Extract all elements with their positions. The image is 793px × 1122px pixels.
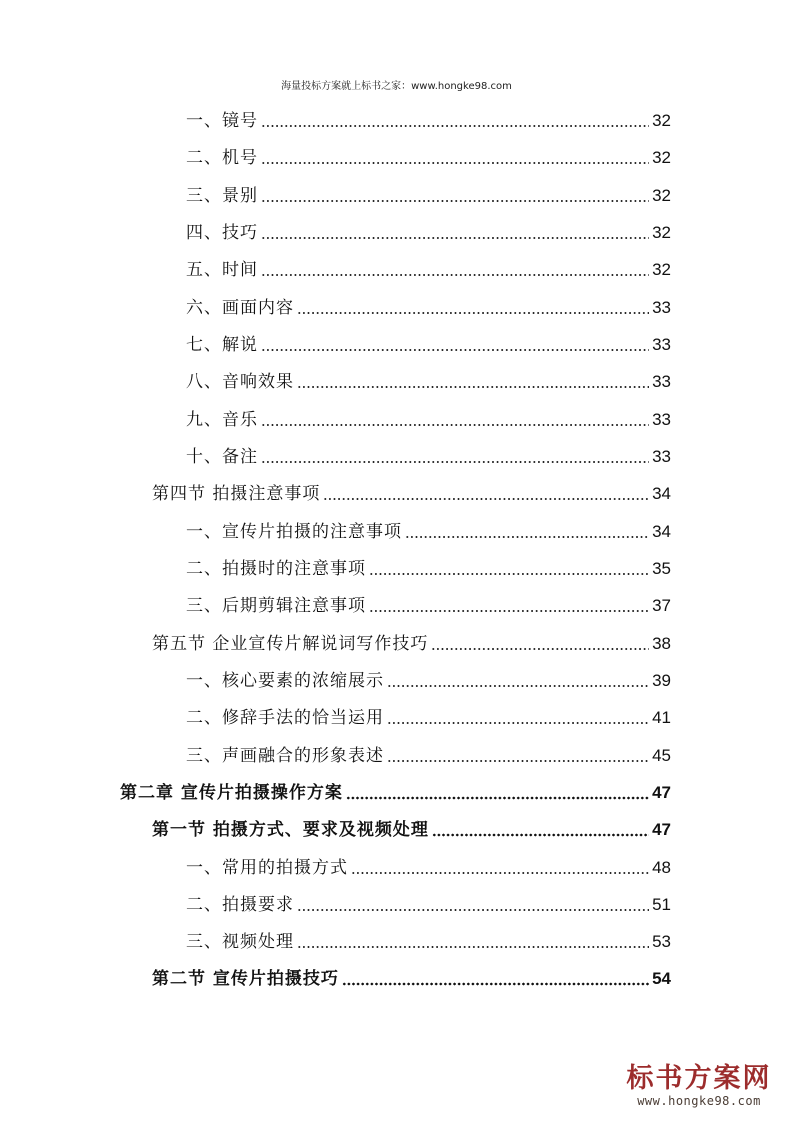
toc-entry-page: 54 [652, 969, 671, 988]
toc-entry-page: 32 [652, 111, 671, 130]
toc-entry-page: 34 [652, 522, 671, 541]
toc-entry-page: 33 [652, 298, 671, 317]
dot-leader [261, 199, 649, 203]
dot-leader [297, 945, 649, 949]
toc-entry-label: 二、拍摄时的注意事项 [186, 559, 366, 579]
dot-leader [261, 460, 649, 464]
dot-leader [387, 684, 649, 688]
toc-entry-label: 三、声画融合的形象表述 [186, 746, 384, 766]
toc-entry-page: 33 [652, 410, 671, 429]
dot-leader [297, 908, 649, 912]
toc-entry-section[interactable] [152, 963, 671, 989]
dot-leader [431, 647, 649, 651]
toc-entry-page: 45 [652, 746, 671, 765]
toc-entry-label: 五、时间 [186, 260, 258, 280]
toc-entry[interactable] [186, 702, 671, 728]
toc-entry-label: 一、镜号 [186, 111, 258, 131]
toc-entry-label: 六、画面内容 [186, 298, 294, 318]
dot-leader [261, 348, 649, 352]
toc-entry-label: 二、机号 [186, 148, 258, 168]
toc-entry[interactable] [186, 590, 671, 616]
watermark-logo [619, 1064, 779, 1108]
toc-entry-page: 33 [652, 335, 671, 354]
toc-entry-page: 38 [652, 634, 671, 653]
toc-entry[interactable] [186, 180, 671, 206]
toc-entry-label: 一、常用的拍摄方式 [186, 858, 348, 878]
dot-leader [405, 535, 649, 539]
dot-leader [369, 609, 649, 613]
page-header: 海量投标方案就上标书之家：www.hongke98.com [281, 81, 512, 92]
toc-entry-page: 51 [652, 895, 671, 914]
toc-entry-page: 37 [652, 596, 671, 615]
toc-entry-label: 第五节 企业宣传片解说词写作技巧 [152, 634, 429, 654]
toc-entry[interactable] [186, 553, 671, 579]
toc-entry-page: 39 [652, 671, 671, 690]
toc-entry[interactable] [186, 889, 671, 915]
toc-entry-page: 34 [652, 484, 671, 503]
toc-entry-page: 33 [652, 372, 671, 391]
watermark-url: www.hongke98.com [637, 1094, 761, 1108]
toc-entry[interactable] [186, 217, 671, 243]
dot-leader [323, 497, 649, 501]
toc-entry-page: 33 [652, 447, 671, 466]
dot-leader [387, 759, 649, 763]
toc-entry[interactable] [186, 665, 671, 691]
dot-leader [261, 423, 649, 427]
toc-entry-label: 八、音响效果 [186, 372, 294, 392]
toc-entry[interactable] [186, 254, 671, 280]
toc-entry-page: 47 [652, 783, 671, 802]
toc-entry-label: 第二章 宣传片拍摄操作方案 [120, 783, 343, 803]
dot-leader [261, 124, 649, 128]
dot-leader [261, 236, 649, 240]
toc-entry-label: 三、景别 [186, 186, 258, 206]
toc-entry[interactable] [186, 404, 671, 430]
toc-entry[interactable] [186, 852, 671, 878]
dot-leader [387, 721, 649, 725]
toc-entry-page: 32 [652, 186, 671, 205]
toc-entry-section[interactable] [152, 478, 671, 504]
toc-entry-label: 一、宣传片拍摄的注意事项 [186, 522, 402, 542]
toc-entry-page: 47 [652, 820, 671, 839]
toc-entry-label: 三、后期剪辑注意事项 [186, 596, 366, 616]
toc-entry-page: 35 [652, 559, 671, 578]
toc-entry[interactable] [186, 366, 671, 392]
toc-entry[interactable] [186, 441, 671, 467]
toc-entry-page: 32 [652, 260, 671, 279]
toc-entry-page: 32 [652, 223, 671, 242]
toc-entry-chapter[interactable] [120, 777, 671, 803]
dot-leader [297, 311, 649, 315]
toc-entry-label: 第二节 宣传片拍摄技巧 [152, 969, 339, 989]
toc-entry-page: 32 [652, 148, 671, 167]
toc-entry-page: 53 [652, 932, 671, 951]
toc-entry-label: 七、解说 [186, 335, 258, 355]
toc-entry[interactable] [186, 740, 671, 766]
toc-entry-page: 41 [652, 708, 671, 727]
toc-entry-section[interactable] [152, 814, 671, 840]
dot-leader [351, 871, 649, 875]
dot-leader [432, 833, 649, 837]
toc-entry[interactable] [186, 516, 671, 542]
toc-entry[interactable] [186, 329, 671, 355]
dot-leader [369, 572, 649, 576]
dot-leader [346, 796, 649, 800]
toc-entry-label: 十、备注 [186, 447, 258, 467]
toc-entry[interactable] [186, 142, 671, 168]
dot-leader [297, 385, 649, 389]
toc-entry-label: 二、拍摄要求 [186, 895, 294, 915]
toc-entry[interactable] [186, 105, 671, 131]
watermark-title: 标书方案网 [626, 1063, 772, 1094]
dot-leader [261, 273, 649, 277]
toc-entry[interactable] [186, 926, 671, 952]
toc-entry[interactable] [186, 292, 671, 318]
toc-entry-label: 四、技巧 [186, 223, 258, 243]
toc-entry-label: 二、修辞手法的恰当运用 [186, 708, 384, 728]
toc-entry-label: 九、音乐 [186, 410, 258, 430]
toc-entry-label: 一、核心要素的浓缩展示 [186, 671, 384, 691]
toc-entry-label: 第四节 拍摄注意事项 [152, 484, 321, 504]
toc-entry-label: 三、视频处理 [186, 932, 294, 952]
dot-leader [342, 982, 649, 986]
toc-entry-section[interactable] [152, 628, 671, 654]
toc-entry-page: 48 [652, 858, 671, 877]
dot-leader [261, 161, 649, 165]
toc-entry-label: 第一节 拍摄方式、要求及视频处理 [152, 820, 429, 840]
